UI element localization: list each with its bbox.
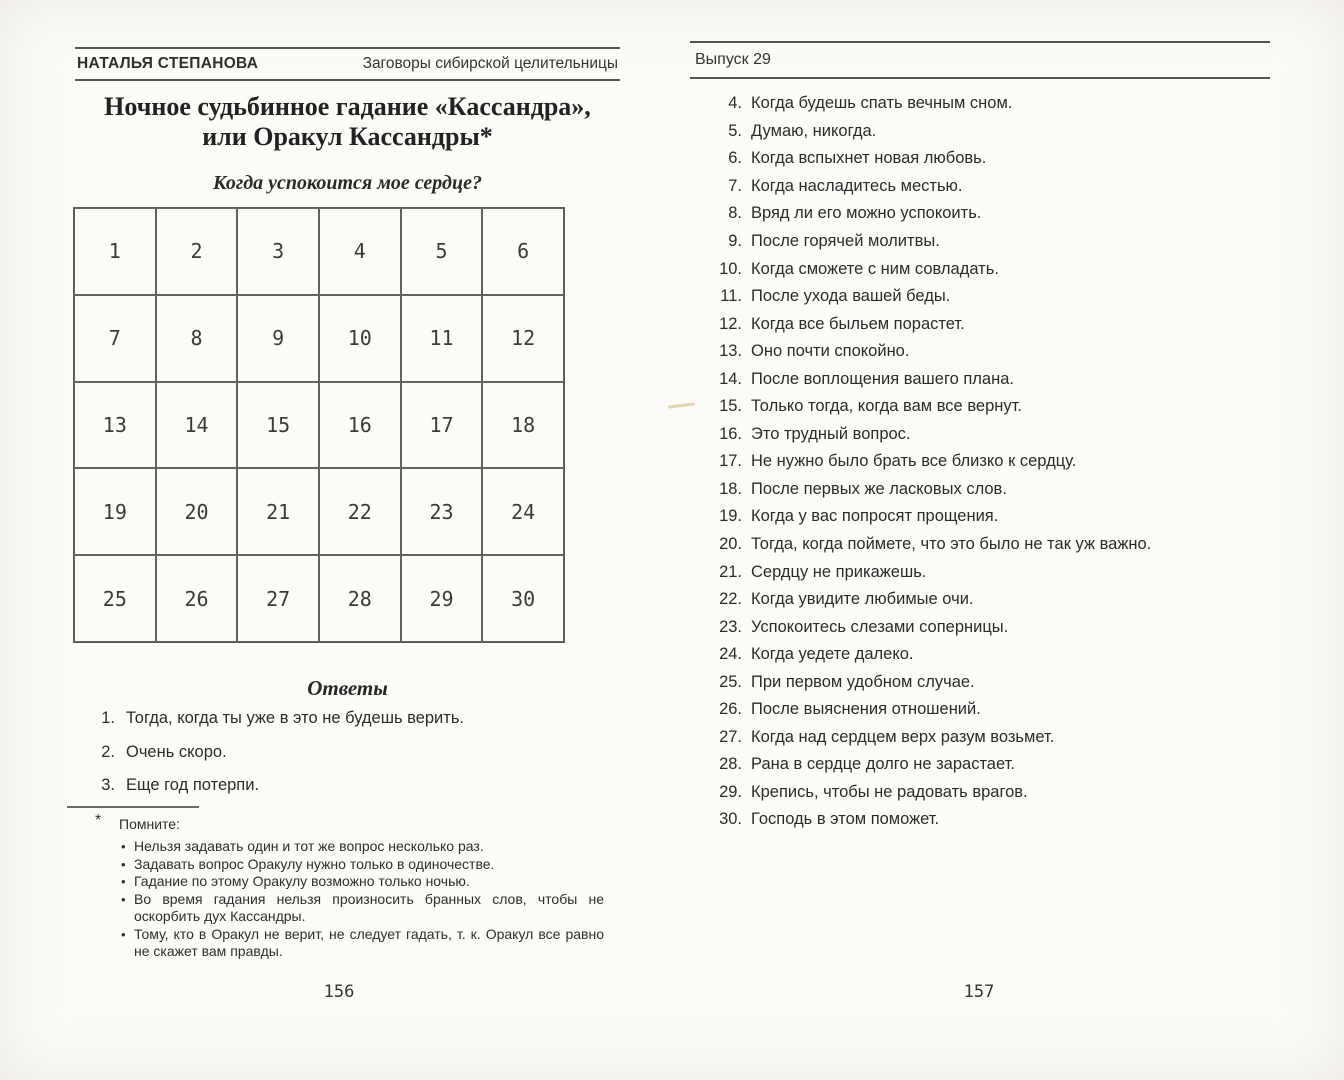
item-number: 11. — [720, 287, 742, 306]
question-subtitle: Когда успокоится мое сердце? — [213, 172, 482, 194]
item-number: 28. — [719, 755, 742, 774]
footnote-item-text: Задавать вопрос Оракулу нужно только в одиночестве. — [134, 855, 495, 872]
bullet-icon: • — [121, 874, 126, 889]
grid-cell: 5 — [401, 208, 483, 295]
list-item — [690, 118, 1270, 146]
item-text: Еще год потерпи. — [126, 776, 260, 794]
chapter-title-line1: Ночное судьбинное гадание «Кассандра», — [104, 92, 591, 121]
item-text: Когда уедете далеко. — [751, 645, 914, 664]
list-item — [93, 708, 613, 728]
footnote-item — [121, 856, 613, 874]
item-number: 19. — [719, 507, 742, 526]
footnote-item-text: Тому, кто в Оракул не верит, не следует гадать, т. к. Оракул все равно не скажет вам правды. — [134, 925, 604, 959]
item-number: 16. — [719, 424, 742, 443]
list-item — [93, 742, 613, 762]
item-number: 23. — [719, 617, 742, 636]
grid-cell: 12 — [482, 295, 564, 382]
item-text: После первых же ласковых слов. — [751, 479, 1007, 498]
grid-cell: 3 — [237, 208, 319, 295]
item-number: 10. — [719, 259, 742, 278]
list-item — [690, 751, 1270, 779]
grid-cell: 19 — [74, 468, 156, 555]
item-number: 14. — [719, 369, 742, 388]
grid-cell: 24 — [482, 468, 564, 555]
footnote-item-text: Во время гадания нельзя произносить бранных слов, чтобы не оскорбить дух Кассандры. — [134, 890, 604, 924]
oracle-number-grid — [73, 207, 565, 643]
grid-cell: 1 — [74, 208, 156, 295]
grid-cell: 10 — [319, 295, 401, 382]
list-item — [690, 641, 1270, 669]
bullet-icon: • — [121, 891, 126, 907]
item-text: Оно почти спокойно. — [751, 342, 910, 361]
item-text: Успокоитесь слезами соперницы. — [751, 617, 1009, 636]
grid-cell: 25 — [74, 555, 156, 642]
item-number: 25. — [719, 672, 742, 691]
item-number: 18. — [719, 479, 742, 498]
item-text: После выяснения отношений. — [751, 700, 981, 719]
footnote-label: Помните: — [119, 816, 180, 832]
grid-cell: 22 — [319, 468, 401, 555]
item-text: Когда будешь спать вечным сном. — [751, 94, 1013, 113]
item-number: 27. — [719, 727, 742, 746]
list-item — [690, 255, 1270, 283]
page-number-left: 156 — [323, 982, 355, 1002]
grid-cell: 26 — [156, 555, 238, 642]
list-item — [690, 393, 1270, 421]
item-text: При первом удобном случае. — [751, 672, 975, 691]
list-item — [690, 90, 1270, 118]
item-number: 30. — [719, 810, 742, 829]
item-number: 20. — [719, 535, 742, 554]
list-item — [690, 613, 1270, 641]
item-text: Сердцу не прикажешь. — [751, 562, 927, 581]
item-number: 2. — [101, 742, 115, 761]
item-text: Когда насладитесь местью. — [751, 176, 963, 195]
footnote-list — [121, 838, 613, 961]
item-text: Господь в этом поможет. — [751, 810, 940, 829]
list-item — [690, 586, 1270, 614]
list-item — [690, 145, 1270, 173]
item-text: После горячей молитвы. — [751, 232, 940, 250]
list-item — [690, 696, 1270, 724]
page-number-right: 157 — [963, 982, 995, 1002]
author-name: НАТАЛЬЯ СТЕПАНОВА — [77, 55, 259, 72]
grid-cell: 13 — [74, 382, 156, 469]
item-text: После ухода вашей беды. — [751, 287, 951, 306]
item-number: 1. — [101, 709, 115, 727]
item-text: Тогда, когда поймете, что это было не так уж важно. — [751, 535, 1152, 554]
list-item — [690, 338, 1270, 366]
list-item — [690, 448, 1270, 476]
item-number: 24. — [719, 645, 742, 664]
item-text: Рана в сердце долго не зарастает. — [751, 755, 1015, 774]
running-head-left — [75, 47, 620, 81]
footnote-item — [121, 926, 613, 961]
list-item — [93, 775, 613, 795]
chapter-title-line2: или Оракул Кассандры* — [202, 122, 493, 151]
grid-cell: 7 — [74, 295, 156, 382]
grid-cell: 17 — [401, 382, 483, 469]
grid-cell: 30 — [482, 555, 564, 642]
item-number: 3. — [101, 776, 115, 794]
item-text: Когда вспыхнет новая любовь. — [751, 149, 987, 168]
footnote-asterisk: * — [95, 812, 102, 829]
list-item — [690, 200, 1270, 228]
item-number: 6. — [728, 149, 742, 168]
list-item — [690, 558, 1270, 586]
item-text: Когда над сердцем верх разум возьмет. — [751, 727, 1055, 746]
grid-cell: 16 — [319, 382, 401, 469]
issue-label: Выпуск 29 — [695, 51, 771, 68]
grid-cell: 21 — [237, 468, 319, 555]
bullet-icon: • — [121, 856, 126, 872]
list-item — [690, 283, 1270, 311]
item-number: 26. — [719, 700, 742, 719]
grid-cell: 20 — [156, 468, 238, 555]
item-text: Когда у вас попросят прощения. — [751, 507, 999, 526]
item-text: Тогда, когда ты уже в это не будешь верить. — [126, 709, 465, 727]
item-text: Только тогда, когда вам все вернут. — [751, 397, 1022, 416]
list-item — [690, 668, 1270, 696]
grid-cell: 4 — [319, 208, 401, 295]
grid-cell: 23 — [401, 468, 483, 555]
bullet-icon: • — [121, 839, 126, 854]
list-item — [690, 531, 1270, 559]
grid-cell: 15 — [237, 382, 319, 469]
list-item — [690, 421, 1270, 449]
item-number: 4. — [728, 94, 742, 113]
item-text: Крепись, чтобы не радовать врагов. — [751, 782, 1028, 801]
footnote-item — [121, 838, 613, 856]
item-text: Когда увидите любимые очи. — [751, 590, 974, 609]
grid-cell: 29 — [401, 555, 483, 642]
item-text: Очень скоро. — [126, 742, 227, 761]
list-item — [690, 779, 1270, 807]
chapter-title — [75, 92, 620, 152]
answers-continuation-list — [690, 90, 1270, 834]
footnote-item — [121, 891, 613, 926]
item-number: 29. — [719, 782, 742, 801]
running-head-right — [690, 41, 1270, 79]
grid-cell: 9 — [237, 295, 319, 382]
item-text: Не нужно было брать все близко к сердцу. — [751, 452, 1077, 471]
list-item — [690, 173, 1270, 201]
item-number: 13. — [719, 342, 742, 361]
item-text: Когда сможете с ним совладать. — [751, 259, 999, 278]
list-item — [690, 310, 1270, 338]
item-text: Думаю, никогда. — [751, 121, 877, 140]
item-text: Когда все быльем порастет. — [751, 314, 965, 333]
grid-cell: 14 — [156, 382, 238, 469]
item-number: 12. — [719, 314, 742, 333]
item-text: Это трудный вопрос. — [751, 424, 911, 443]
item-number: 17. — [719, 452, 742, 471]
item-number: 9. — [728, 232, 742, 250]
grid-cell: 6 — [482, 208, 564, 295]
grid-cell: 11 — [401, 295, 483, 382]
grid-cell: 8 — [156, 295, 238, 382]
list-item — [690, 806, 1270, 834]
item-number: 8. — [728, 204, 742, 223]
list-item — [690, 724, 1270, 752]
list-item — [690, 365, 1270, 393]
footnote-divider — [67, 806, 199, 808]
list-item — [690, 503, 1270, 531]
grid-cell: 2 — [156, 208, 238, 295]
answers-list — [93, 708, 613, 809]
item-text: Вряд ли его можно успокоить. — [751, 204, 982, 223]
series-title: Заговоры сибирской целительницы — [362, 55, 618, 72]
item-number: 22. — [719, 590, 742, 609]
item-number: 15. — [719, 397, 742, 416]
footnote-item-text: Гадание по этому Оракулу возможно только ночью. — [134, 873, 470, 889]
item-number: 7. — [728, 176, 742, 195]
bullet-icon: • — [121, 926, 126, 942]
grid-cell: 27 — [237, 555, 319, 642]
item-text: После воплощения вашего плана. — [751, 369, 1014, 388]
item-number: 5. — [728, 121, 742, 140]
list-item — [690, 476, 1270, 504]
item-number: 21. — [719, 562, 742, 581]
list-item — [690, 228, 1270, 256]
footnote-item — [121, 873, 613, 891]
answers-heading: Ответы — [307, 676, 388, 700]
grid-cell: 28 — [319, 555, 401, 642]
footnote-item-text: Нельзя задавать один и тот же вопрос несколько раз. — [134, 838, 484, 854]
grid-cell: 18 — [482, 382, 564, 469]
